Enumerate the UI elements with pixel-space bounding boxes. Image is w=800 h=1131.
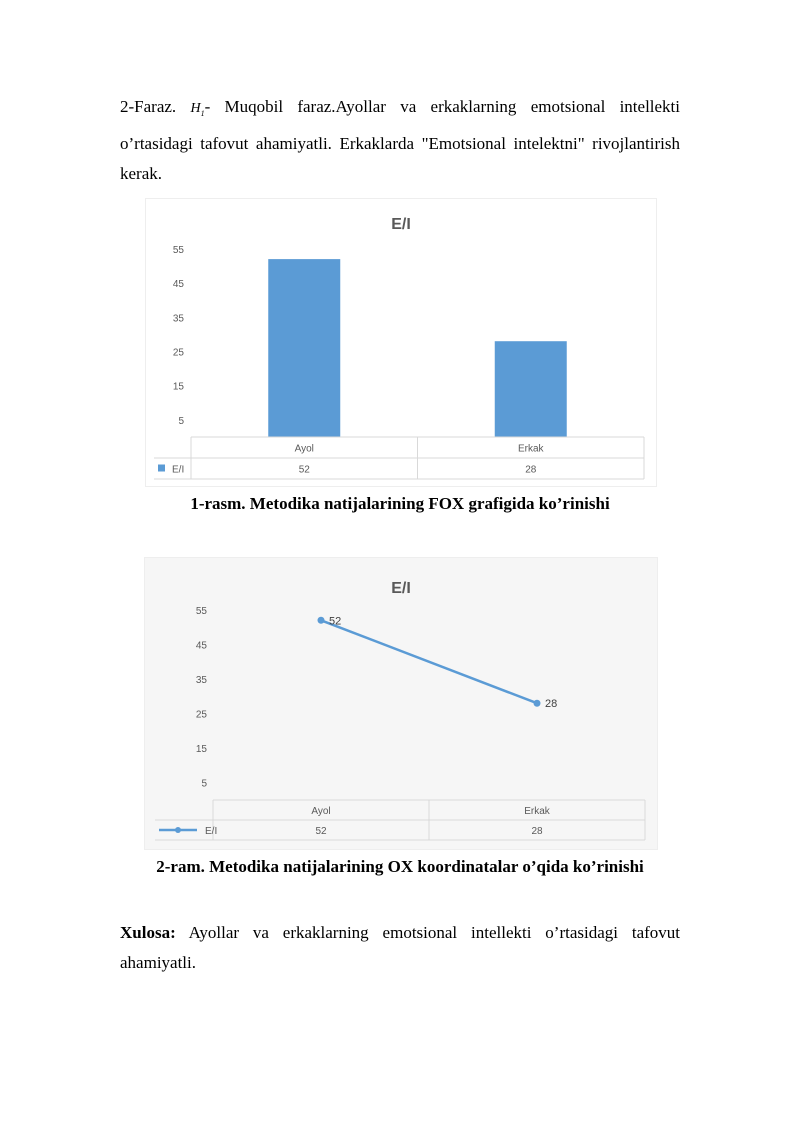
conclusion-label: Xulosa:: [120, 923, 176, 942]
y-tick-label: 15: [195, 744, 207, 756]
table-value: 52: [315, 826, 327, 837]
bar-chart-figure: [145, 198, 657, 487]
x-category-label: Ayol: [294, 443, 314, 455]
y-tick-label: 25: [172, 347, 184, 359]
figure2-caption: 2-ram. Metodika natijalarining OX koordinatalar o’qida ko’rinishi: [156, 857, 644, 876]
conclusion-text: Ayollar va erkaklarning emotsional intellekti o’rtasidagi tafovut ahamiyatli.: [120, 923, 680, 972]
data-label: 28: [545, 698, 558, 711]
table-value: 52: [298, 464, 310, 476]
y-tick-label: 55: [195, 605, 207, 617]
y-tick-label: 35: [195, 675, 207, 687]
series-line: [321, 620, 537, 703]
conclusion-paragraph: [120, 918, 680, 978]
data-point: [318, 617, 325, 624]
bar: [268, 259, 340, 437]
x-category-label: Ayol: [311, 806, 331, 817]
legend-key: [158, 465, 165, 472]
hypothesis-text: - Muqobil faraz.Ayollar va erkaklarning emotsional intellekti o’rtasidagi tafovut ahamiyatli. Erkaklarda "Emotsional intelektni" rivojlantirish kerak.: [120, 97, 681, 183]
data-point: [534, 700, 541, 707]
y-tick-label: 15: [172, 381, 184, 393]
legend-label: E/I: [172, 464, 185, 476]
hypothesis-symbol-subscript: 1: [200, 108, 205, 118]
hypothesis-symbol: [190, 101, 204, 116]
line-chart-figure: [144, 557, 658, 850]
table-value: 28: [531, 826, 543, 837]
y-tick-label: 45: [195, 640, 207, 652]
bar: [495, 341, 567, 437]
legend-marker: [175, 827, 181, 833]
chart-title: E/I: [391, 580, 411, 597]
data-label: 52: [329, 615, 342, 628]
hypothesis-prefix: 2-Faraz.: [120, 97, 177, 116]
x-category-label: Erkak: [524, 806, 550, 817]
y-tick-label: 55: [172, 244, 184, 256]
line-chart: [145, 558, 657, 849]
y-tick-label: 35: [172, 313, 184, 325]
bar-chart: [146, 199, 656, 486]
hypothesis-paragraph: [120, 92, 680, 189]
y-tick-label: 45: [172, 279, 184, 291]
figure1-caption: 1-rasm. Metodika natijalarining FOX grafigida ko’rinishi: [190, 494, 610, 513]
chart-title: E/I: [391, 216, 411, 233]
y-tick-label: 5: [201, 778, 207, 790]
hypothesis-symbol-letter: H: [190, 101, 201, 116]
table-value: 28: [525, 464, 537, 476]
x-category-label: Erkak: [517, 443, 544, 455]
y-tick-label: 5: [178, 415, 184, 427]
y-tick-label: 25: [195, 709, 207, 721]
legend-label: E/I: [205, 826, 218, 837]
